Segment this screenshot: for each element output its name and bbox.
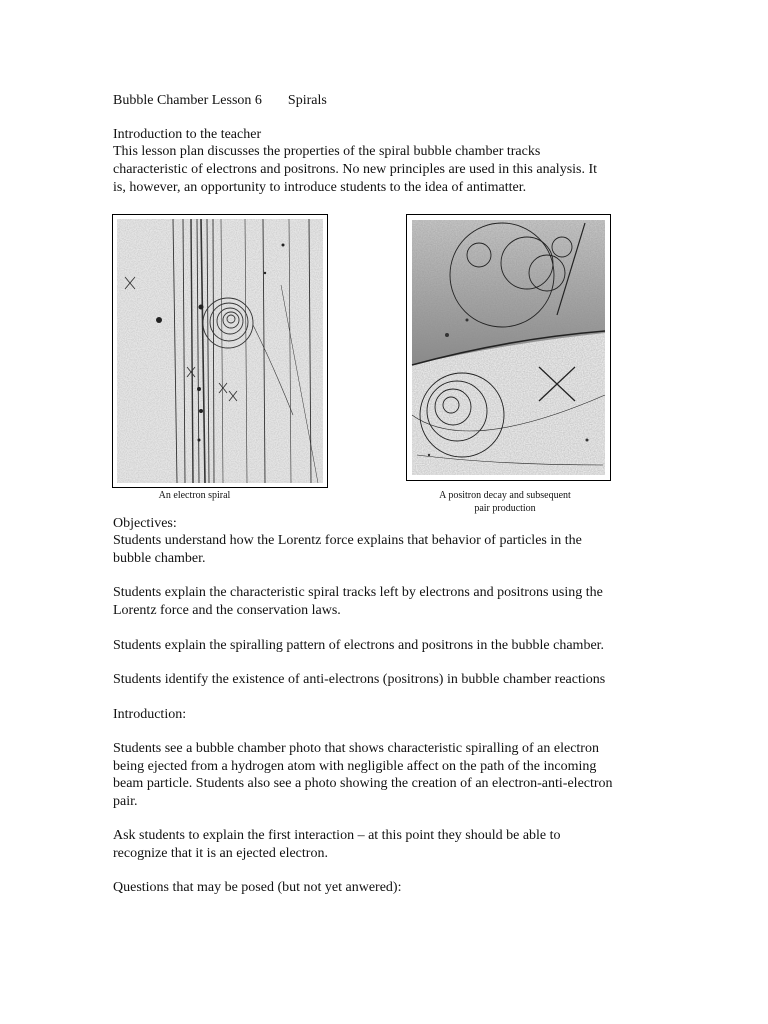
ask-line: Ask students to explain the first interaction – at this point they should be able to: [113, 828, 561, 843]
questions-line: Questions that may be posed (but not yet anwered):: [113, 880, 402, 895]
objective-4: Students identify the existence of anti-electrons (positrons) in bubble chamber reactions: [113, 672, 606, 687]
objective-1-line: bubble chamber.: [113, 551, 206, 566]
ask-line: recognize that it is an ejected electron.: [113, 846, 328, 861]
intro-teacher-line: characteristic of electrons and positrons. No new principles are used in this analysis. It: [113, 162, 598, 177]
document-title: [113, 92, 327, 110]
electron-spiral-caption: An electron spiral: [158, 490, 231, 501]
objective-2-line: Students explain the characteristic spiral tracks left by electrons and positrons using the: [113, 585, 603, 600]
positron-caption-line: pair production: [474, 503, 536, 514]
intro-teacher-heading: Introduction to the teacher: [113, 127, 262, 142]
lesson-title: Bubble Chamber Lesson 6: [113, 93, 262, 108]
introduction-line: pair.: [113, 794, 138, 809]
objectives-heading: Objectives:: [113, 516, 177, 531]
introduction-heading: Introduction:: [113, 707, 187, 722]
positron-decay-photo: [406, 214, 611, 481]
introduction-line: being ejected from a hydrogen atom with negligible affect on the path of the incoming: [113, 759, 597, 774]
positron-caption-line: A positron decay and subsequent: [439, 490, 571, 501]
positron-decay-caption: [400, 489, 610, 515]
objective-2-line: Lorentz force and the conservation laws.: [113, 603, 341, 618]
lesson-topic: Spirals: [287, 93, 327, 108]
intro-teacher-line: is, however, an opportunity to introduce students to the idea of antimatter.: [113, 180, 527, 195]
objective-3: Students explain the spiralling pattern of electrons and positrons in the bubble chamber.: [113, 638, 605, 653]
intro-teacher-line: This lesson plan discusses the properties of the spiral bubble chamber tracks: [113, 144, 541, 159]
objective-1-line: Students understand how the Lorentz force explains that behavior of particles in the: [113, 533, 582, 548]
introduction-line: beam particle. Students also see a photo showing the creation of an electron-anti-electron: [113, 776, 613, 791]
electron-spiral-photo: [112, 214, 328, 488]
introduction-line: Students see a bubble chamber photo that shows characteristic spiralling of an electron: [113, 741, 599, 756]
